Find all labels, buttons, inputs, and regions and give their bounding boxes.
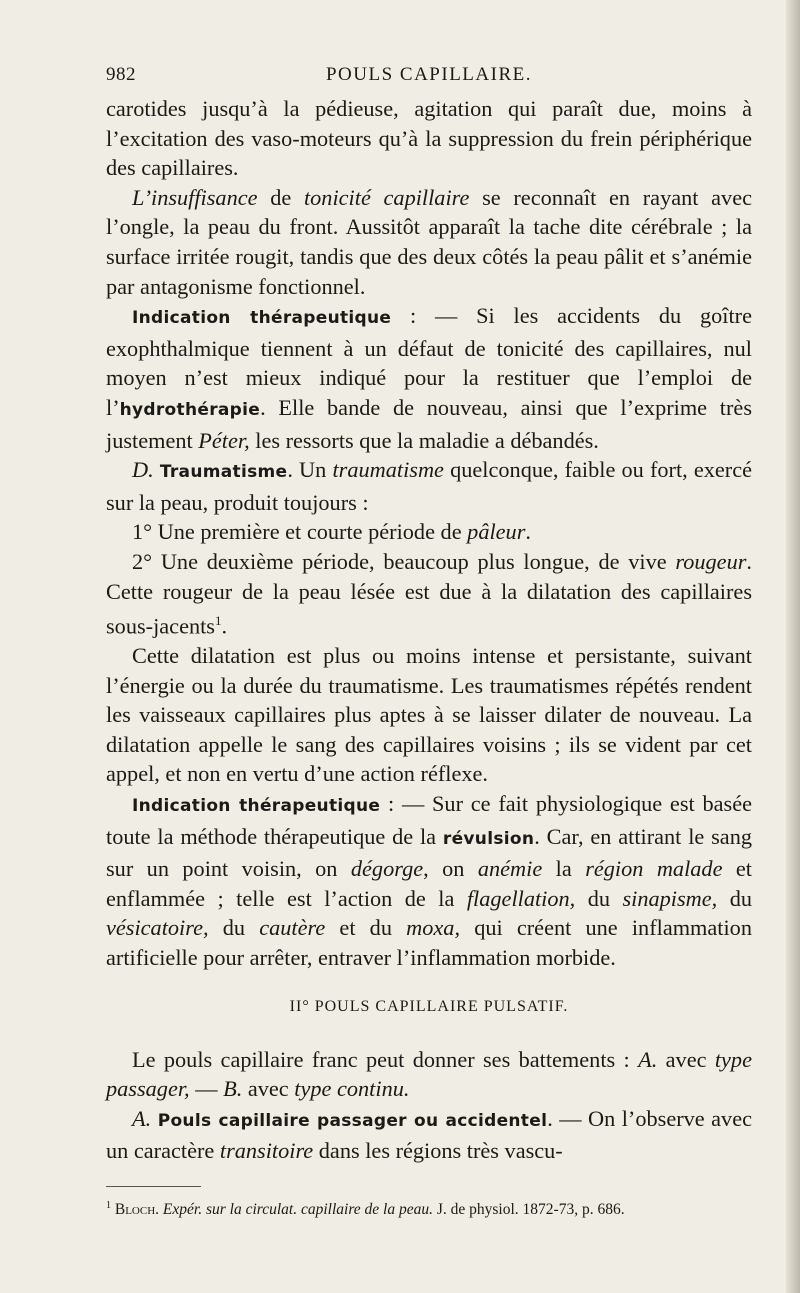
paragraph-3: Indication thérapeutique : — Si les accidents du goître exophthalmique tiennent à un défaut de tonicité des capillaires, nul moyen n’est mieux indiqué pour la restituer que l’emploi de l’hydrothérapie. Elle bande de nouveau, ainsi que l’exprime très justement Péter, les ressorts que la maladie a débandés. bbox=[106, 303, 752, 453]
page-header bbox=[106, 58, 752, 94]
paragraph-9: Le pouls capillaire franc peut donner ses battements : A. avec type passager, — B. avec type continu. bbox=[106, 1046, 752, 1102]
paragraph-5: 1° Une première et courte période de pâleur. bbox=[132, 519, 531, 545]
pouls-passager-heading: Pouls capillaire passager ou accidentel bbox=[157, 1110, 548, 1131]
footnote-author: Bloch. bbox=[114, 1201, 160, 1219]
footnote bbox=[106, 1195, 752, 1220]
paragraph-4: D. Traumatisme. Un traumatisme quelconque, faible ou fort, exercé sur la peau, produit toujours : bbox=[106, 457, 753, 515]
section-heading: II° POULS CAPILLAIRE PULSATIF. bbox=[289, 997, 569, 1015]
keyword-hydrotherapie: hydrothérapie bbox=[119, 399, 261, 420]
paragraph-2: L’insuffisance de tonicité capillaire se reconnaît en rayant avec l’ongle, la peau du front. Aussitôt apparaît la tache dite cérébrale ; la surface irritée rougit, tandis que des deux côtés la peau pâlit et s’anémie par antagonisme fonctionnel. bbox=[106, 184, 752, 299]
footnote-rule bbox=[106, 1186, 201, 1187]
footnote-rest: J. de physiol. 1872-73, p. 686. bbox=[432, 1201, 625, 1219]
keyword-revulsion: révulsion bbox=[442, 828, 535, 849]
footnote-ref: 1 bbox=[214, 613, 222, 629]
paragraph-1: carotides jusqu’à la pédieuse, agitation qui paraît due, moins à l’excitation des vaso-moteurs qu’à la suppression du frein périphérique des capillaires. bbox=[106, 96, 752, 181]
paragraph-7: Cette dilatation est plus ou moins intense et persistante, suivant l’énergie ou la durée du traumatisme. Les traumatismes répétés rendent les vaisseaux capillaires plus aptes à se laisser dilater de nouveau. La dilatation appelle le sang des capillaires voisins ; ils se vident par cet appel, et non en vertu d’une action réflexe. bbox=[106, 643, 752, 787]
footnote-marker: 1 bbox=[106, 1200, 111, 1212]
page-edge bbox=[786, 0, 800, 1293]
indication-heading: Indication thérapeutique bbox=[132, 308, 392, 329]
indication-heading: Indication thérapeutique bbox=[132, 796, 381, 817]
footnote-title: Expér. sur la circulat. capillaire de la peau. bbox=[162, 1201, 433, 1219]
paragraph-10: A. Pouls capillaire passager ou accidentel. — On l’observe avec un caractère transitoire dans les régions très vascu- bbox=[106, 1105, 753, 1164]
running-title: POULS CAPILLAIRE. bbox=[325, 64, 532, 85]
page-body bbox=[106, 94, 752, 1166]
book-page bbox=[106, 58, 752, 1220]
page-number: 982 bbox=[106, 64, 136, 85]
paragraph-8: Indication thérapeutique : — Sur ce fait physiologique est basée toute la méthode thérapeutique de la révulsion. Car, en attirant le sang sur un point voisin, on dégorge, on anémie la région malade et enflammée ; telle est l’action de la flagellation, du sinapisme, du vésicatoire, du cautère et du moxa, qui créent une inflammation artificielle pour arrêter, entraver l’inflammation morbide. bbox=[106, 791, 753, 971]
traumatisme-heading: Traumatisme bbox=[159, 462, 288, 483]
paragraph-6: 2° Une deuxième période, beaucoup plus longue, de vive rougeur. Cette rougeur de la peau lésée est due à la dilatation des capillaires sous-jacents$^1$. bbox=[106, 548, 752, 639]
